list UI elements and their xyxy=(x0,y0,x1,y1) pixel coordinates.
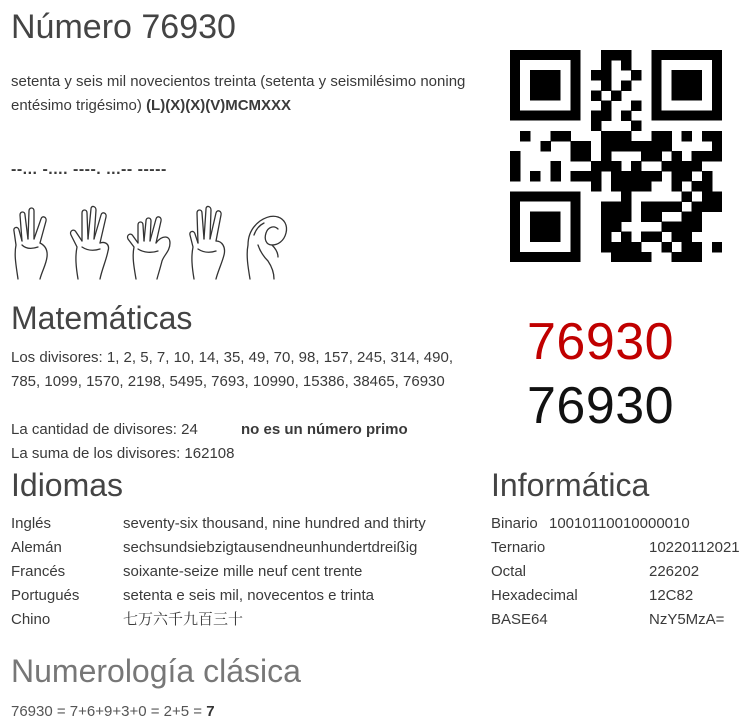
math-heading: Matemáticas xyxy=(11,300,193,336)
base-label: Binario xyxy=(491,515,538,532)
base-label: Hexadecimal xyxy=(491,587,578,604)
language-value: seventy-six thousand, nine hundred and thirty xyxy=(123,515,426,532)
numerology-heading: Numerología clásica xyxy=(11,653,301,689)
morse-code: --... -.... ----. ...-- ----- xyxy=(11,161,167,178)
base-label: Octal xyxy=(491,563,527,580)
language-name: Chino xyxy=(11,611,51,628)
number-display-red: 76930 xyxy=(527,313,675,371)
hand-zero-icon xyxy=(242,205,292,281)
base-label: Ternario xyxy=(491,539,546,556)
computing-heading: Informática xyxy=(491,467,650,503)
prime-status: no es un número primo xyxy=(241,421,408,438)
hand-six-icon xyxy=(68,205,118,281)
words-text: setenta y seis mil novecientos treinta (setenta y seismilésimo noningentésimo trigésimo) xyxy=(11,73,466,114)
language-value: soixante-seize mille neuf cent trente xyxy=(123,563,363,580)
language-value: sechsundsiebzigtausendneunhundertdreißig xyxy=(123,539,418,556)
divisor-count xyxy=(11,418,408,442)
divisor-sum: La suma de los divisores: 162108 xyxy=(11,445,235,462)
base-value: 10220112021 xyxy=(649,539,740,556)
language-value: 七万六千九百三十 xyxy=(123,611,244,628)
number-in-words xyxy=(11,70,469,118)
language-name: Portugués xyxy=(11,587,80,604)
base-value: 10010110010000010 xyxy=(549,515,690,532)
numerology-formula-text: 76930 = 7+6+9+3+0 = 2+5 = xyxy=(11,703,207,720)
hand-seven-icon xyxy=(10,205,60,281)
divisor-count-text: La cantidad de divisores: 24 xyxy=(11,421,198,438)
sign-language-hands xyxy=(10,205,292,281)
language-name: Alemán xyxy=(11,539,62,556)
numerology-formula xyxy=(11,700,215,724)
hand-nine-icon xyxy=(126,205,176,281)
page-title: Número 76930 xyxy=(11,8,236,46)
language-name: Francés xyxy=(11,563,66,580)
base-label: BASE64 xyxy=(491,611,548,628)
divisors-list: Los divisores: 1, 2, 5, 7, 10, 14, 35, 49, 70, 98, 157, 245, 314, 490, 785, 1099, 1570, 2198, 5495, 7693, 10990, 15386, 38465, 76930 xyxy=(11,349,453,390)
number-display-black: 76930 xyxy=(527,377,675,435)
qr-code xyxy=(510,50,722,262)
roman-numeral: (L)(X)(X)(V)MCMXXX xyxy=(146,97,292,114)
language-value: setenta e seis mil, novecentos e trinta xyxy=(123,587,374,604)
hand-three-icon xyxy=(184,205,234,281)
base-value: 12C82 xyxy=(649,587,694,604)
base-value: 226202 xyxy=(649,563,700,580)
base-value: NzY5MzA= xyxy=(649,611,725,628)
numerology-result: 7 xyxy=(206,703,215,720)
languages-heading: Idiomas xyxy=(11,467,124,503)
language-name: Inglés xyxy=(11,515,52,532)
